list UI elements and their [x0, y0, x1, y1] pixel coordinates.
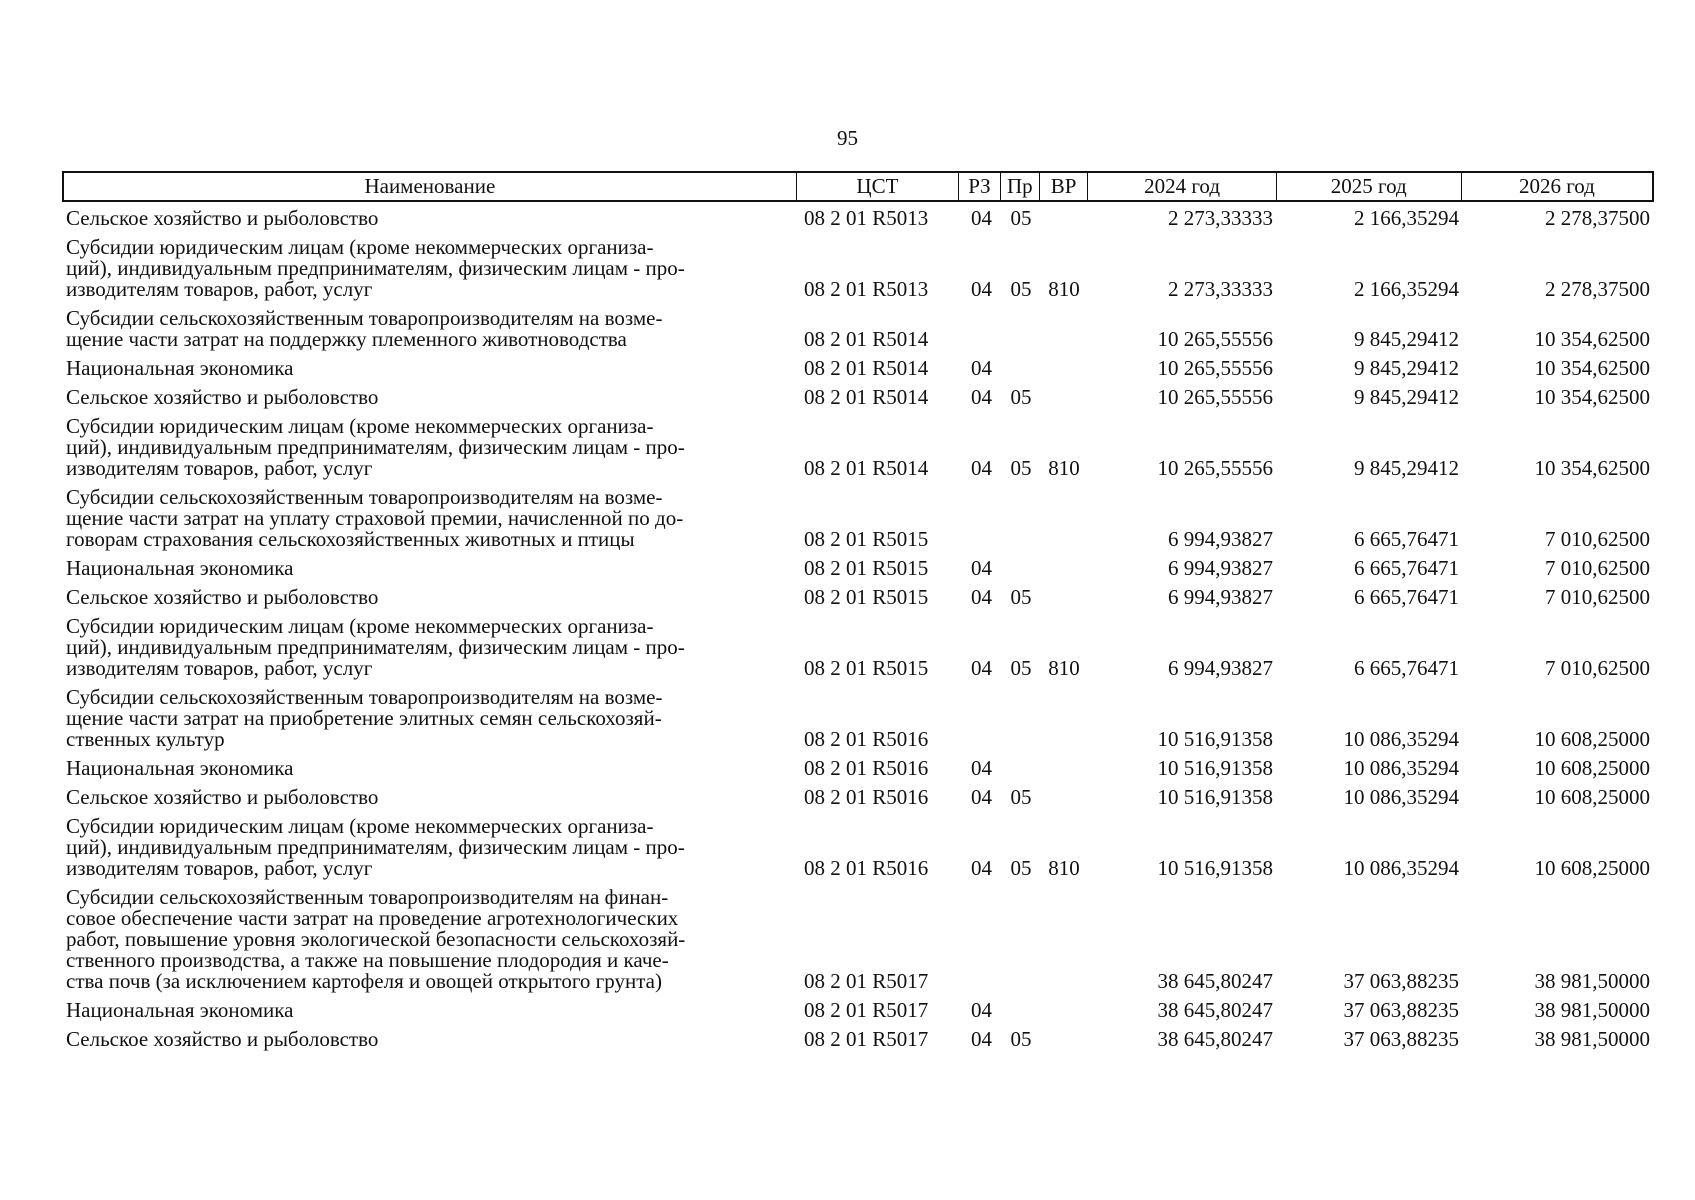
- row-name-line: Национальная экономика: [66, 998, 294, 1022]
- table-row: [62, 997, 1654, 1026]
- row-name-line: изводителям товаров, работ, услуг: [66, 277, 373, 301]
- row-name-line: Сельское хозяйство и рыболовство: [66, 785, 379, 809]
- row-2025: 10 086,35294: [1343, 785, 1459, 809]
- row-rz: 04: [971, 277, 992, 301]
- row-name-line: ственного производства, а также на повышение плодородия и каче-: [66, 948, 669, 972]
- row-2025: 9 845,29412: [1354, 456, 1459, 480]
- row-rz: 04: [971, 385, 992, 409]
- row-2025: 6 665,76471: [1354, 556, 1459, 580]
- row-cst: 08 2 01 R5016: [804, 727, 929, 751]
- row-name: [62, 487, 798, 550]
- row-cst: 08 2 01 R5013: [804, 206, 929, 230]
- row-name-line: щение части затрат на приобретение элитных семян сельскохозяй-: [66, 706, 662, 730]
- row-cst: 08 2 01 R5014: [804, 327, 929, 351]
- row-cst: 08 2 01 R5015: [804, 585, 929, 609]
- table-row: [62, 234, 1654, 305]
- row-2026: 10 354,62500: [1534, 356, 1650, 380]
- row-2024: 6 994,93827: [1168, 527, 1273, 551]
- row-pr: 05: [1010, 1027, 1032, 1051]
- table-row: [62, 355, 1654, 384]
- table-row: [62, 813, 1654, 884]
- page-number: 95: [837, 126, 858, 150]
- row-name-line: ций), индивидуальным предпринимателям, физическим лицам - про-: [66, 435, 685, 459]
- row-2025: 37 063,88235: [1343, 998, 1459, 1022]
- row-2025: 10 086,35294: [1343, 856, 1459, 880]
- row-name-line: совое обеспечение части затрат на проведение агротехнологических: [66, 906, 679, 930]
- row-name-line: Субсидии юридическим лицам (кроме некоммерческих организа-: [66, 814, 654, 838]
- table-row: [62, 484, 1654, 555]
- row-pr: 05: [1010, 856, 1032, 880]
- row-2024: 10 516,91358: [1157, 727, 1273, 751]
- row-rz: 04: [971, 356, 992, 380]
- row-2026: 7 010,62500: [1545, 556, 1650, 580]
- row-pr: 05: [1010, 656, 1032, 680]
- row-name-line: ства почв (за исключением картофеля и овощей открытого грунта): [66, 969, 662, 993]
- row-name-line: Субсидии юридическим лицам (кроме некоммерческих организа-: [66, 235, 654, 259]
- table-row: [62, 784, 1654, 813]
- row-2024: 10 516,91358: [1157, 785, 1273, 809]
- row-2025: 9 845,29412: [1354, 356, 1459, 380]
- row-2024: 38 645,80247: [1157, 1027, 1273, 1051]
- row-2026: 7 010,62500: [1545, 585, 1650, 609]
- row-2024: 2 273,33333: [1168, 206, 1273, 230]
- table-row: [62, 755, 1654, 784]
- row-pr: 05: [1010, 456, 1032, 480]
- row-name-line: Субсидии сельскохозяйственным товаропроизводителям на возме-: [66, 306, 663, 330]
- row-name-line: Субсидии сельскохозяйственным товаропроизводителям на финан-: [66, 885, 669, 909]
- row-cst: 08 2 01 R5014: [804, 356, 929, 380]
- row-name-line: Субсидии юридическим лицам (кроме некоммерческих организа-: [66, 414, 654, 438]
- row-cst: 08 2 01 R5016: [804, 756, 929, 780]
- row-rz: 04: [971, 585, 992, 609]
- table-header: [62, 171, 1654, 202]
- table-row: [62, 305, 1654, 355]
- row-name-line: Сельское хозяйство и рыболовство: [66, 1027, 379, 1051]
- row-2024: 6 994,93827: [1168, 585, 1273, 609]
- row-2026: 10 354,62500: [1534, 385, 1650, 409]
- row-rz: 04: [971, 856, 992, 880]
- row-2025: 9 845,29412: [1354, 385, 1459, 409]
- row-2025: 9 845,29412: [1354, 327, 1459, 351]
- row-2024: 10 516,91358: [1157, 756, 1273, 780]
- row-name-line: изводителям товаров, работ, услуг: [66, 656, 373, 680]
- row-2024: 10 265,55556: [1157, 356, 1273, 380]
- row-2025: 37 063,88235: [1343, 1027, 1459, 1051]
- row-2026: 10 354,62500: [1534, 327, 1650, 351]
- row-rz: 04: [971, 756, 992, 780]
- row-cst: 08 2 01 R5017: [804, 1027, 929, 1051]
- row-2026: 2 278,37500: [1545, 206, 1650, 230]
- row-pr: 05: [1010, 585, 1032, 609]
- row-name: [62, 1000, 798, 1021]
- row-cst: 08 2 01 R5014: [804, 456, 929, 480]
- table-row: [62, 384, 1654, 413]
- row-pr: 05: [1010, 785, 1032, 809]
- row-2026: 7 010,62500: [1545, 527, 1650, 551]
- row-name: [62, 208, 798, 229]
- row-2024: 6 994,93827: [1168, 656, 1273, 680]
- row-name-line: Национальная экономика: [66, 356, 294, 380]
- row-2025: 10 086,35294: [1343, 756, 1459, 780]
- row-cst: 08 2 01 R5015: [804, 527, 929, 551]
- row-name-line: Сельское хозяйство и рыболовство: [66, 385, 379, 409]
- row-name-line: изводителям товаров, работ, услуг: [66, 456, 373, 480]
- row-2026: 38 981,50000: [1534, 998, 1650, 1022]
- row-name-line: Национальная экономика: [66, 756, 294, 780]
- table-row: [62, 613, 1654, 684]
- row-vr: 810: [1048, 856, 1080, 880]
- row-2024: 38 645,80247: [1157, 998, 1273, 1022]
- row-2026: 10 354,62500: [1534, 456, 1650, 480]
- header-2025: 2025 год: [1277, 173, 1462, 200]
- row-2024: 6 994,93827: [1168, 556, 1273, 580]
- row-rz: 04: [971, 206, 992, 230]
- row-2025: 6 665,76471: [1354, 527, 1459, 551]
- header-2026: 2026 год: [1518, 174, 1595, 198]
- row-2026: 38 981,50000: [1534, 1027, 1650, 1051]
- row-name-line: изводителям товаров, работ, услуг: [66, 856, 373, 880]
- row-2025: 37 063,88235: [1343, 969, 1459, 993]
- row-2025: 10 086,35294: [1343, 727, 1459, 751]
- row-2025: 6 665,76471: [1354, 656, 1459, 680]
- row-name: [62, 308, 798, 350]
- row-name: [62, 758, 798, 779]
- row-rz: 04: [971, 998, 992, 1022]
- row-name: [62, 237, 798, 300]
- row-pr: 05: [1010, 385, 1032, 409]
- row-name-line: работ, повышение уровня экологической безопасности сельскохозяй-: [66, 927, 686, 951]
- row-cst: 08 2 01 R5017: [804, 969, 929, 993]
- row-2024: 10 265,55556: [1157, 385, 1273, 409]
- header-2024: 2024 год: [1088, 173, 1276, 200]
- row-name: [62, 1029, 798, 1050]
- table-row: [62, 584, 1654, 613]
- row-rz: 04: [971, 1027, 992, 1051]
- table-row: [62, 884, 1654, 997]
- row-2026: 2 278,37500: [1545, 277, 1650, 301]
- row-cst: 08 2 01 R5015: [804, 656, 929, 680]
- header-cst: ЦСТ: [797, 173, 959, 200]
- row-2024: 10 265,55556: [1157, 327, 1273, 351]
- row-cst: 08 2 01 R5015: [804, 556, 929, 580]
- row-name: [62, 416, 798, 479]
- row-rz: 04: [971, 785, 992, 809]
- row-name-line: щение части затрат на поддержку племенного животноводства: [66, 327, 627, 351]
- row-vr: 810: [1048, 456, 1080, 480]
- row-rz: 04: [971, 656, 992, 680]
- row-name-line: Субсидии сельскохозяйственным товаропроизводителям на возме-: [66, 485, 663, 509]
- row-name-line: Субсидии юридическим лицам (кроме некоммерческих организа-: [66, 614, 654, 638]
- row-pr: 05: [1010, 206, 1032, 230]
- row-name-line: говорам страхования сельскохозяйственных животных и птицы: [66, 527, 635, 551]
- row-name-line: ций), индивидуальным предпринимателям, физическим лицам - про-: [66, 835, 685, 859]
- row-name: [62, 816, 798, 879]
- row-2026: 7 010,62500: [1545, 656, 1650, 680]
- row-2025: 2 166,35294: [1354, 206, 1459, 230]
- header-name: Наименование: [64, 173, 797, 200]
- row-cst: 08 2 01 R5016: [804, 785, 929, 809]
- row-pr: 05: [1010, 277, 1032, 301]
- header-vr: ВР: [1040, 173, 1089, 200]
- header-pr: Пр: [1001, 173, 1040, 200]
- row-2024: 10 265,55556: [1157, 456, 1273, 480]
- row-name-line: Национальная экономика: [66, 556, 294, 580]
- row-cst: 08 2 01 R5016: [804, 856, 929, 880]
- row-vr: 810: [1048, 656, 1080, 680]
- header-rz: РЗ: [959, 173, 1001, 200]
- row-name: [62, 587, 798, 608]
- row-name: [62, 387, 798, 408]
- row-2025: 2 166,35294: [1354, 277, 1459, 301]
- row-cst: 08 2 01 R5013: [804, 277, 929, 301]
- row-2026: 10 608,25000: [1534, 856, 1650, 880]
- row-2026: 10 608,25000: [1534, 727, 1650, 751]
- row-name-line: Субсидии сельскохозяйственным товаропроизводителям на возме-: [66, 685, 663, 709]
- row-name-line: Сельское хозяйство и рыболовство: [66, 585, 379, 609]
- row-rz: 04: [971, 456, 992, 480]
- row-name-line: ций), индивидуальным предпринимателям, физическим лицам - про-: [66, 635, 685, 659]
- table-row: [62, 413, 1654, 484]
- table-row: [62, 555, 1654, 584]
- row-vr: 810: [1048, 277, 1080, 301]
- table-row: [62, 1026, 1654, 1055]
- row-2024: 10 516,91358: [1157, 856, 1273, 880]
- row-2026: 38 981,50000: [1534, 969, 1650, 993]
- budget-table: [62, 171, 1654, 1055]
- row-name: [62, 616, 798, 679]
- table-row: [62, 684, 1654, 755]
- row-name-line: ственных культур: [66, 727, 225, 751]
- row-name-line: Сельское хозяйство и рыболовство: [66, 206, 379, 230]
- row-2024: 38 645,80247: [1157, 969, 1273, 993]
- table-row: [62, 205, 1654, 234]
- row-name: [62, 687, 798, 750]
- row-name: [62, 558, 798, 579]
- row-name: [62, 787, 798, 808]
- row-rz: 04: [971, 556, 992, 580]
- row-2026: 10 608,25000: [1534, 756, 1650, 780]
- row-name: [62, 887, 798, 992]
- row-name-line: щение части затрат на уплату страховой премии, начисленной по до-: [66, 506, 684, 530]
- table-body: [62, 205, 1654, 1055]
- row-2025: 6 665,76471: [1354, 585, 1459, 609]
- row-cst: 08 2 01 R5017: [804, 998, 929, 1022]
- row-name: [62, 358, 798, 379]
- row-name-line: ций), индивидуальным предпринимателям, физическим лицам - про-: [66, 256, 685, 280]
- row-cst: 08 2 01 R5014: [804, 385, 929, 409]
- row-2024: 2 273,33333: [1168, 277, 1273, 301]
- row-2026: 10 608,25000: [1534, 785, 1650, 809]
